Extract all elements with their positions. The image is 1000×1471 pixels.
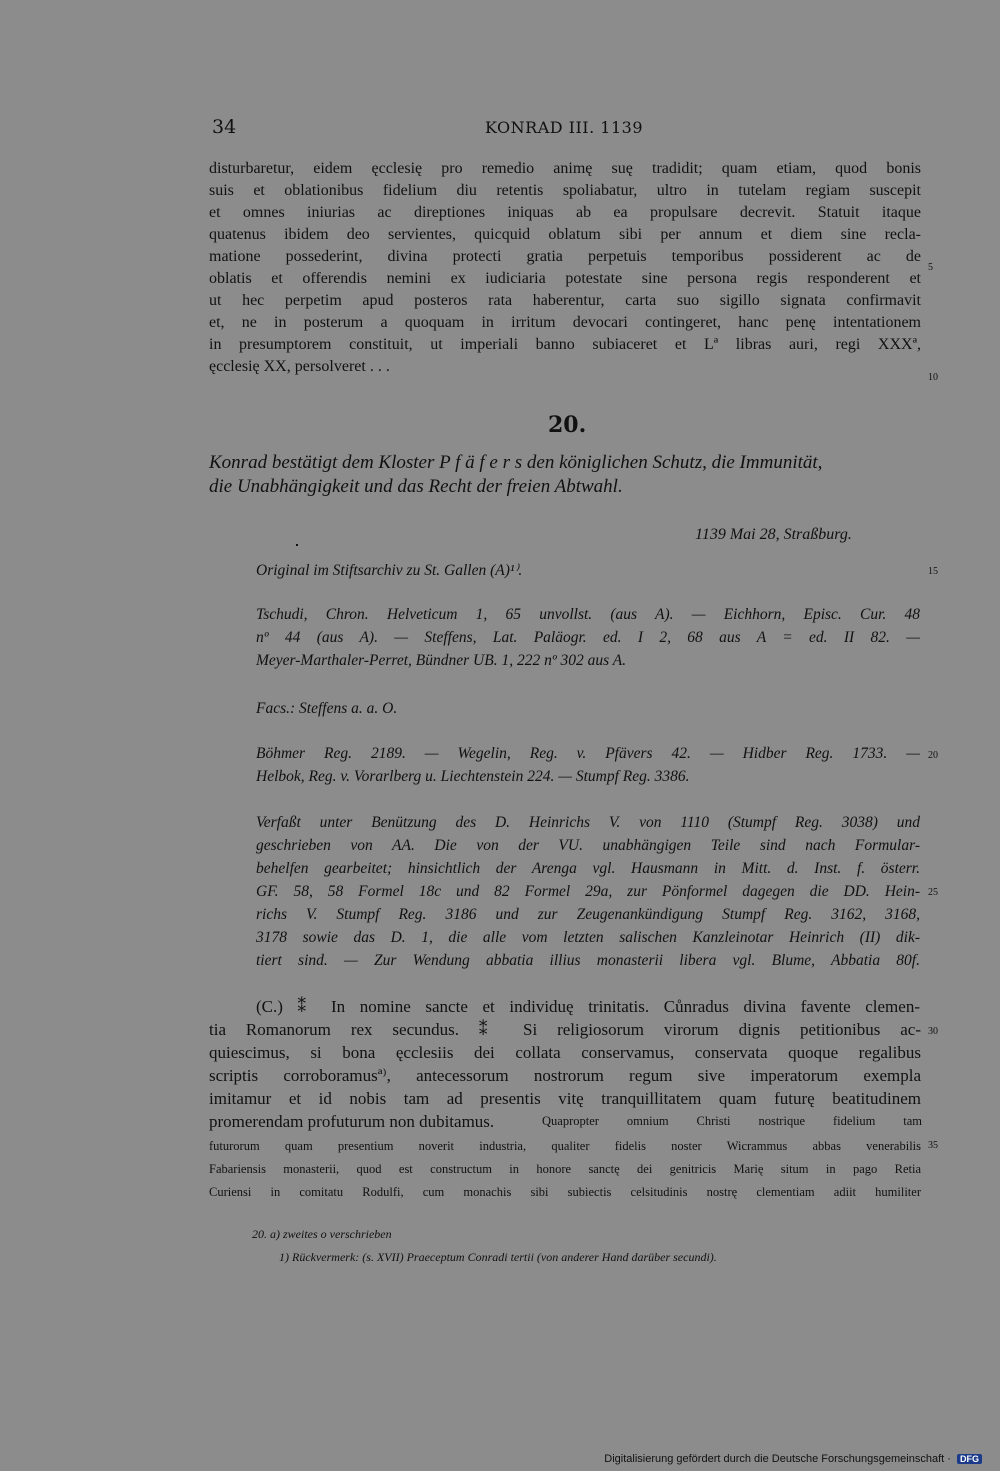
text-line: suis et oblationibus fidelium diu retentis spoliabatur, ultro in tutelam regiam suscepit bbox=[209, 182, 921, 199]
charter-line: (C.) ⁑ In nomine sancte et individuę trinitatis. Cůnradus divina favente clemen- bbox=[256, 997, 920, 1016]
regesta-line: Helbok, Reg. v. Vorarlberg u. Liechtenstein 224. — Stumpf Reg. 3386. bbox=[256, 768, 690, 785]
footnote-1: 1) Rückvermerk: (s. XVII) Praeceptum Conradi tertii (von anderer Hand darüber secundi). bbox=[279, 1250, 717, 1264]
regesta-line: Böhmer Reg. 2189. — Wegelin, Reg. v. Pfävers 42. — Hidber Reg. 1733. — bbox=[256, 745, 920, 762]
document-number: 20. bbox=[548, 412, 587, 438]
text-line: in presumptorem constituit, ut imperiali banno subiaceret et Lª libras auri, regi XXXª, bbox=[209, 336, 921, 353]
text-line: oblatis et offerendis nemini ex iudiciaria potestate sine persona regis responderent et bbox=[209, 270, 921, 287]
commentary-line: tiert sind. — Zur Wendung abbatia illius monasterii libera vgl. Blume, Abbatia 80f. bbox=[256, 952, 920, 969]
regest-line: die Unabhängigkeit und das Recht der freien Abtwahl. bbox=[209, 476, 623, 497]
editions-line: Tschudi, Chron. Helveticum 1, 65 unvollst. (aus A). — Eichhorn, Episc. Cur. 48 bbox=[256, 606, 920, 623]
footnote-a: 20. a) zweites o verschrieben bbox=[252, 1227, 392, 1241]
text-line: matione possederint, divina protecti gratia perpetuis temporibus possiderent ac de bbox=[209, 248, 921, 265]
charter-small-line: Curiensi in comitatu Rodulfi, cum monachis sibi subiectis celsitudinis nostrę clementiam adiit humiliter bbox=[209, 1185, 921, 1199]
date-place: 1139 Mai 28, Straßburg. bbox=[695, 526, 852, 543]
text-line: ut hec perpetim apud posteros rata haberentur, carta suo sigillo signata confirmavit bbox=[209, 292, 921, 309]
commentary-line: Verfaßt unter Benützung des D. Heinrichs V. von 1110 (Stumpf Reg. 3038) und bbox=[256, 814, 920, 831]
line-number: 25 bbox=[928, 887, 938, 898]
charter-small-line: Fabariensis monasterii, quod est constructum in honore sanctę dei genitricis Marię situm in pago Retia bbox=[209, 1162, 921, 1176]
line-number: 15 bbox=[928, 566, 938, 577]
charter-line: promerendam profuturum non dubitamus. bbox=[209, 1112, 495, 1131]
stray-dot bbox=[296, 544, 298, 546]
line-number: 5 bbox=[928, 262, 933, 273]
commentary-line: richs V. Stumpf Reg. 3186 und zur Zeugenankündigung Stumpf Reg. 3162, 3168, bbox=[256, 906, 920, 923]
line-number: 10 bbox=[928, 372, 938, 383]
commentary-line: behelfen gearbeitet; hinsichtlich der Arenga vgl. Hausmann in Mitt. d. Inst. f. österr. bbox=[256, 860, 920, 877]
charter-small-line: futurorum quam presentium noverit industria, qualiter fidelis noster Wicrammus abbas venerabilis bbox=[209, 1139, 921, 1153]
text-line: quatenus ibidem deo servientes, quicquid oblatum sibi per annum et diem sine recla- bbox=[209, 226, 921, 243]
charter-line: quiescimus, si bona ęcclesiis dei collata conservamus, conservata quoque regalibus bbox=[209, 1043, 921, 1062]
line-number: 20 bbox=[928, 750, 938, 761]
regest-line: Konrad bestätigt dem Kloster P f ä f e r s den königlichen Schutz, die Immunität, bbox=[209, 452, 823, 473]
text-line: ęcclesię XX, persolveret . . . bbox=[209, 358, 390, 375]
text-line: et, ne in posterum a quoquam in irritum devocari contingeret, hanc penę intentationem bbox=[209, 314, 921, 331]
charter-line-small: Quapropter omnium Christi nostrique fidelium tam bbox=[542, 1114, 922, 1128]
facsimile-note: Facs.: Steffens a. a. O. bbox=[256, 700, 398, 717]
charter-line: scriptis corroboramusª⁾, antecessorum nostrorum regum sive imperatorum exempla bbox=[209, 1066, 921, 1085]
commentary-line: GF. 58, 58 Formel 18c und 82 Formel 29a, zur Pönformel dagegen die DD. Hein- bbox=[256, 883, 920, 900]
editions-line: nº 44 (aus A). — Steffens, Lat. Paläogr. ed. I 2, 68 aus A = ed. II 82. — bbox=[256, 629, 920, 646]
page-number: 34 bbox=[212, 116, 237, 138]
line-number: 35 bbox=[928, 1140, 938, 1151]
original-note: Original im Stiftsarchiv zu St. Gallen (A)¹⁾. bbox=[256, 562, 523, 579]
commentary-line: 3178 sowie das D. 1, die alle vom letzten salischen Kanzleinotar Heinrich (II) dik- bbox=[256, 929, 920, 946]
funding-note: Digitalisierung gefördert durch die Deutsche Forschungsgemeinschaft · bbox=[604, 1453, 951, 1465]
funding-footer bbox=[604, 1453, 982, 1465]
charter-line: tia Romanorum rex secundus. ⁑ Si religiosorum virorum dignis petitionibus ac- bbox=[209, 1020, 921, 1039]
dfg-logo: DFG bbox=[957, 1454, 982, 1464]
commentary-line: geschrieben von AA. Die von der VU. unabhängigen Teile sind nach Formular- bbox=[256, 837, 920, 854]
line-number: 30 bbox=[928, 1026, 938, 1037]
text-line: et omnes iniurias ac direptiones iniquas ab ea propulsare decrevit. Statuit itaque bbox=[209, 204, 921, 221]
charter-line: imitamur et id nobis tam ad presentis vitę tranquillitatem quam futurę beatitudinem bbox=[209, 1089, 921, 1108]
text-line: disturbaretur, eidem ęcclesię pro remedio animę suę tradidit; quam etiam, quod bonis bbox=[209, 160, 921, 177]
running-head: KONRAD III. 1139 bbox=[485, 118, 644, 137]
editions-line: Meyer-Marthaler-Perret, Bündner UB. 1, 222 nº 302 aus A. bbox=[256, 652, 627, 669]
